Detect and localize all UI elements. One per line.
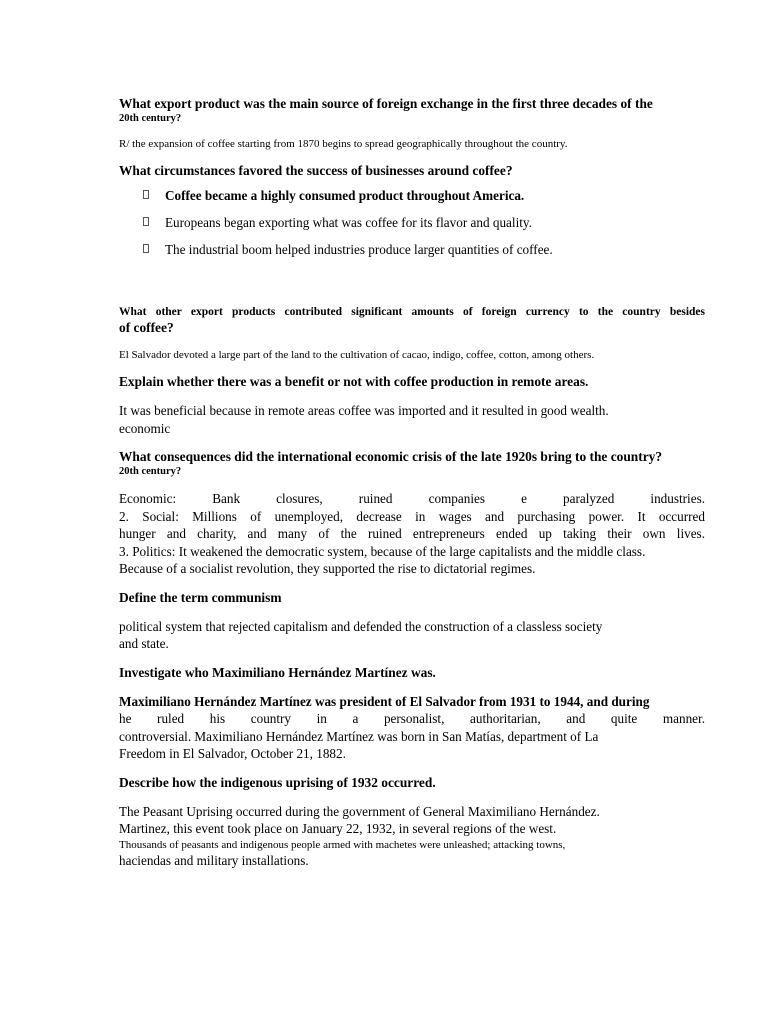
- document-page: [119, 96, 705, 869]
- question-5: What consequences did the international economic crisis of the late 1920s bring to the country?: [119, 449, 663, 464]
- answer-3: El Salvador devoted a large part of the land to the cultivation of cacao, indigo, coffee, cotton, among others.: [119, 349, 595, 361]
- answer-8-line: haciendas and military installations.: [119, 852, 309, 868]
- answer-7-line: Maximiliano Hernández Martínez was president of El Salvador from 1931 to 1944, and during: [119, 693, 650, 709]
- list-item-text: Coffee became a highly consumed product throughout America.: [165, 188, 525, 203]
- answer-4-line: economic: [119, 420, 171, 436]
- question-7: Investigate who Maximiliano Hernández Martínez was.: [119, 664, 436, 680]
- answer-4-line: It was beneficial because in remote areas coffee was imported and it resulted in good wealth.: [119, 403, 609, 418]
- answer-6-line: and state.: [119, 636, 169, 651]
- question-3: What other export products contributed significant amounts of foreign currency to the country besides: [119, 306, 705, 318]
- answer-8-line: Thousands of peasants and indigenous people armed with machetes were unleashed; attacking towns,: [119, 838, 566, 851]
- answer-1: R/ the expansion of coffee starting from 1870 begins to spread geographically throughout the country.: [119, 138, 568, 150]
- list-item: [119, 214, 705, 241]
- question-4: Explain whether there was a benefit or not with coffee production in remote areas.: [119, 374, 589, 389]
- bullet-box-icon: [143, 190, 149, 199]
- answer-5-line: 2. Social: Millions of unemployed, decrease in wages and purchasing power. It occurred: [119, 508, 705, 524]
- answer-7-line: he ruled his country in a personalist, authoritarian, and quite manner.: [119, 711, 705, 726]
- answer-5-line: hunger and charity, and many of the ruined entrepreneurs ended up taking their own lives.: [119, 526, 705, 541]
- bullet-list: [119, 187, 705, 268]
- answer-8-line: Martinez, this event took place on January 22, 1932, in several regions of the west.: [119, 821, 557, 836]
- answer-5-line: 3. Politics: It weakened the democratic system, because of the large capitalists and the middle class.: [119, 543, 646, 559]
- list-item: [119, 187, 705, 214]
- answer-5-line: Because of a socialist revolution, they supported the rise to dictatorial regimes.: [119, 561, 536, 576]
- bullet-box-icon: [143, 244, 149, 253]
- answer-6-line: political system that rejected capitalism and defended the construction of a classless society: [119, 618, 603, 634]
- answer-7-line: controversial. Maximiliano Hernández Martínez was born in San Matías, department of La: [119, 728, 599, 744]
- list-item-text: The industrial boom helped industries produce larger quantities of coffee.: [165, 242, 553, 257]
- question-3-continued: of coffee?: [119, 320, 174, 335]
- list-item: [119, 241, 705, 268]
- question-5-continued: 20th century?: [119, 466, 182, 477]
- question-2: What circumstances favored the success of businesses around coffee?: [119, 163, 513, 178]
- answer-7-line: Freedom in El Salvador, October 21, 1882.: [119, 746, 346, 761]
- bullet-box-icon: [143, 217, 149, 226]
- question-1-continued: 20th century?: [119, 113, 182, 124]
- answer-8-line: The Peasant Uprising occurred during the government of General Maximiliano Hernández.: [119, 803, 600, 819]
- question-6: Define the term communism: [119, 589, 282, 605]
- question-1: What export product was the main source of foreign exchange in the first three decades of the: [119, 96, 653, 111]
- answer-5-line: Economic: Bank closures, ruined companies e paralyzed industries.: [119, 491, 705, 506]
- list-item-text: Europeans began exporting what was coffee for its flavor and quality.: [165, 215, 532, 230]
- question-8: Describe how the indigenous uprising of 1932 occurred.: [119, 774, 436, 790]
